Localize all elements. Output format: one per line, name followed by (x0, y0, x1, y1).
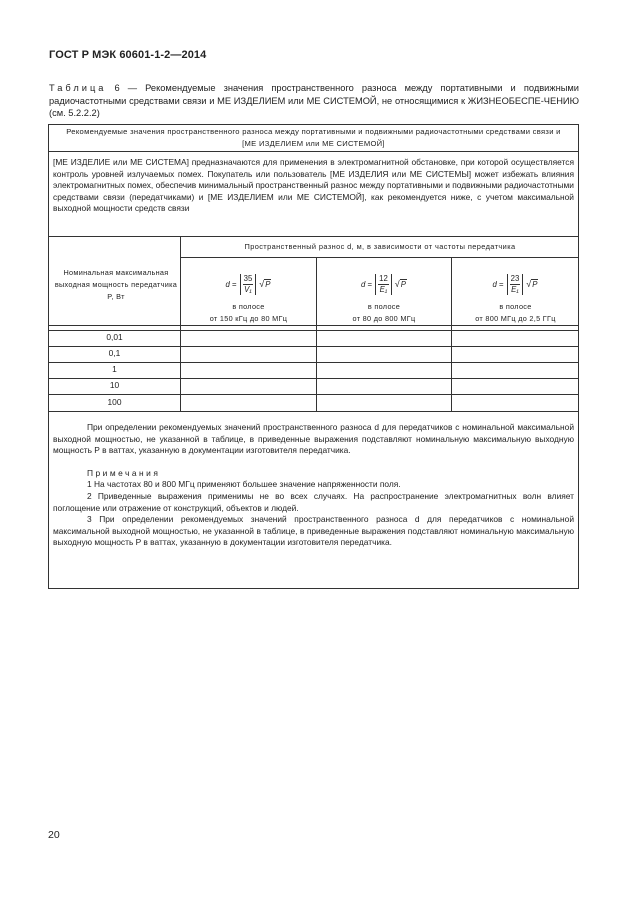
power-value: 0,1 (108, 348, 121, 358)
formula-var: d (225, 279, 230, 289)
formula-cell-1 (181, 257, 316, 325)
fraction-numerator: 12 (379, 273, 388, 283)
band-label: в полосе (232, 302, 265, 311)
fraction (240, 274, 257, 295)
formula-var: d (492, 279, 497, 289)
frequency-band (181, 301, 316, 324)
divider (49, 236, 578, 237)
power-value: 10 (109, 380, 120, 390)
fraction (375, 274, 392, 295)
note-1: 1 На частотах 80 и 800 МГц применяют большее значение напряженности поля. (87, 479, 401, 490)
page-number: 20 (48, 829, 60, 841)
fraction (507, 274, 524, 295)
power-header: Номинальная максимальная выходная мощность передатчика P, Вт (54, 268, 178, 301)
band-range: от 150 кГц до 80 МГц (209, 313, 288, 323)
divider (49, 394, 578, 395)
formula-cell-3 (452, 257, 579, 325)
formula-eq: = (499, 279, 504, 289)
divider (49, 362, 578, 363)
divider (49, 411, 578, 412)
formula (181, 271, 316, 297)
divider (49, 378, 578, 379)
band-label: в полосе (499, 302, 532, 311)
note-3: 3 При определении рекомендуемых значений пространственного разноса d для передатчиков с номинальной максимальной выходной мощностью, не указанной в таблице, в приведенные выражения подставляют номинальную максимальную выходную мощность P в ваттах, указанную в документации изготовителя передатчика. (53, 514, 574, 548)
table-intro: [МЕ ИЗДЕЛИЕ или МЕ СИСТЕМА] предназначаются для применения в электромагнитной обстановке, при которой осуществляется контроль уровней излучаемых помех. Покупатель или пользователь [МЕ ИЗДЕЛИЯ или МЕ СИСТЕМЫ] может избежать влияния электромагнитных помех, обеспечив минимальный пространственный разнос между портативными и подвижными радиочастотными средствами связи (передатчиками) и [МЕ ИЗДЕЛИЕМ или МЕ СИСТЕМОЙ], как рекомендуется ниже, с учетом максимальной выходной мощности средств связи (53, 157, 574, 213)
formula-eq: = (367, 279, 373, 289)
frequency-band (317, 301, 451, 324)
formula (452, 271, 579, 297)
fraction-numerator: 35 (243, 273, 253, 283)
caption-label: Таблица (49, 83, 107, 93)
power-value: 0,01 (106, 332, 123, 342)
notes-title: Примечания (87, 467, 161, 478)
sqrt-icon: √ (259, 279, 265, 289)
table-title: Рекомендуемые значения пространственного разноса между портативными и подвижными радиочастотными средствами связи и [МЕ ИЗДЕЛИЕМ или МЕ СИСТЕМОЙ] (66, 127, 561, 148)
formula-var: d (361, 279, 366, 289)
fraction-numerator: 23 (510, 273, 520, 283)
table-caption (49, 82, 579, 120)
divider (49, 346, 578, 347)
table-notes (53, 422, 574, 549)
fraction-denominator: E₁ (379, 284, 388, 294)
frequency-band (452, 301, 579, 324)
formula-power: P (400, 280, 406, 289)
sqrt-icon: √ (394, 279, 400, 289)
formula-power: P (532, 280, 538, 289)
power-value: 100 (107, 397, 122, 407)
formula-eq: = (232, 279, 237, 289)
formula (317, 271, 451, 297)
formula-power: P (265, 280, 271, 289)
table-frame (48, 124, 579, 589)
caption-text: 6 — Рекомендуемые значения пространственного разноса между портативными и подвижными радиочастотными средствами связи и МЕ ИЗДЕЛИЕМ или МЕ СИСТЕМОЙ, не относящимися к ЖИЗНЕОБЕСПЕ-ЧЕНИЮ (см. 5.2.2.2) (49, 83, 579, 118)
formula-cell-2 (317, 257, 451, 325)
divider (49, 330, 578, 331)
fraction-denominator: V₁ (244, 284, 252, 294)
power-value: 1 (112, 364, 117, 374)
spacing-header: Пространственный разнос d, м, в зависимости от частоты передатчика (244, 242, 516, 251)
band-label: в полосе (367, 302, 401, 311)
fraction-denominator: E₁ (511, 284, 519, 294)
document-header: ГОСТ Р МЭК 60601-1-2—2014 (49, 49, 207, 61)
note-paragraph: При определении рекомендуемых значений пространственного разноса d для передатчиков с номинальной максимальной выходной мощностью, не указанной в таблице, в приведенные выражения подставляют номинальную максимальную выходную мощность P в ваттах, указанную в документации изготовителя передатчика. (53, 422, 574, 456)
band-range: от 80 до 800 МГц (352, 313, 416, 323)
band-range: от 800 МГц до 2,5 ГГц (475, 313, 556, 323)
divider (49, 325, 578, 326)
note-2: 2 Приведенные выражения применимы не во всех случаях. На распространение электромагнитных волн влияет поглощение или отражение от конструкций, объектов и людей. (53, 490, 574, 513)
sqrt-icon: √ (526, 279, 532, 289)
divider (49, 151, 578, 152)
